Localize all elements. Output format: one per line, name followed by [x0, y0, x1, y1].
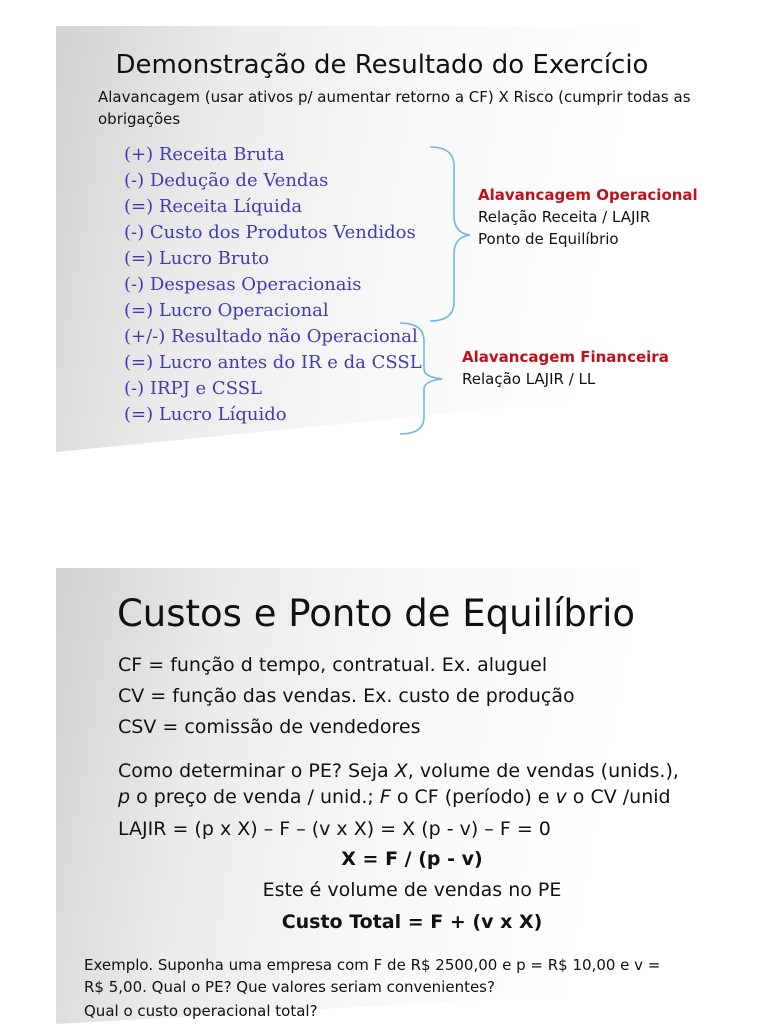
dre-line: (-) Dedução de Vendas — [124, 170, 329, 191]
slide-title: Custos e Ponto de Equilíbrio — [116, 592, 636, 635]
example-question: Qual o custo operacional total? — [84, 1002, 318, 1020]
dre-line: (=) Lucro Líquido — [124, 404, 287, 425]
operacional-title: Alavancagem Operacional — [478, 186, 698, 204]
dre-line: (=) Lucro Operacional — [124, 300, 329, 321]
bracket-financeira — [400, 323, 442, 434]
operacional-line: Ponto de Equilíbrio — [478, 230, 619, 248]
pe-definitions: p o preço de venda / unid.; F o CF (período) e v o CV /unid — [118, 786, 671, 808]
pe-formula-note: Este é volume de vendas no PE — [262, 879, 562, 901]
bracket-operacional — [430, 147, 470, 321]
bracket-graphics — [56, 26, 768, 452]
slide-title: Demonstração de Resultado do Exercício — [115, 50, 649, 80]
slide-dre — [56, 26, 768, 452]
dre-line: (=) Lucro antes do IR e da CSSL — [124, 352, 422, 373]
lajir-equation: LAJIR = (p x X) – F – (v x X) = X (p - v) – F = 0 — [118, 818, 551, 840]
bullet-cv: CV = função das vendas. Ex. custo de produção — [118, 685, 575, 707]
dre-line: (-) IRPJ e CSSL — [124, 378, 263, 399]
custo-total-formula: Custo Total = F + (v x X) — [281, 911, 543, 933]
dre-line: (+) Receita Bruta — [124, 144, 285, 165]
dre-line: (+/-) Resultado não Operacional — [124, 326, 418, 347]
bullet-cf: CF = função d tempo, contratual. Ex. aluguel — [118, 654, 548, 676]
pe-formula: X = F / (p - v) — [341, 848, 483, 870]
dre-line: (=) Lucro Bruto — [124, 248, 270, 269]
financeira-line: Relação LAJIR / LL — [462, 370, 596, 388]
example-text: R$ 5,00. Qual o PE? Que valores seriam convenientes? — [84, 978, 495, 996]
dre-line: (-) Despesas Operacionais — [124, 274, 362, 295]
example-text: Exemplo. Suponha uma empresa com F de R$ 2500,00 e p = R$ 10,00 e v = — [84, 956, 661, 974]
operacional-line: Relação Receita / LAJIR — [478, 208, 651, 226]
financeira-title: Alavancagem Financeira — [462, 348, 669, 366]
pe-question: Como determinar o PE? Seja X, volume de vendas (unids.), — [118, 760, 679, 782]
dre-line: (=) Receita Líquida — [124, 196, 303, 217]
dre-line: (-) Custo dos Produtos Vendidos — [124, 222, 416, 243]
bullet-csv: CSV = comissão de vendedores — [118, 716, 421, 738]
slide-subtitle: Alavancagem (usar ativos p/ aumentar retorno a CF) X Risco (cumprir todas as obrigações — [98, 88, 691, 128]
